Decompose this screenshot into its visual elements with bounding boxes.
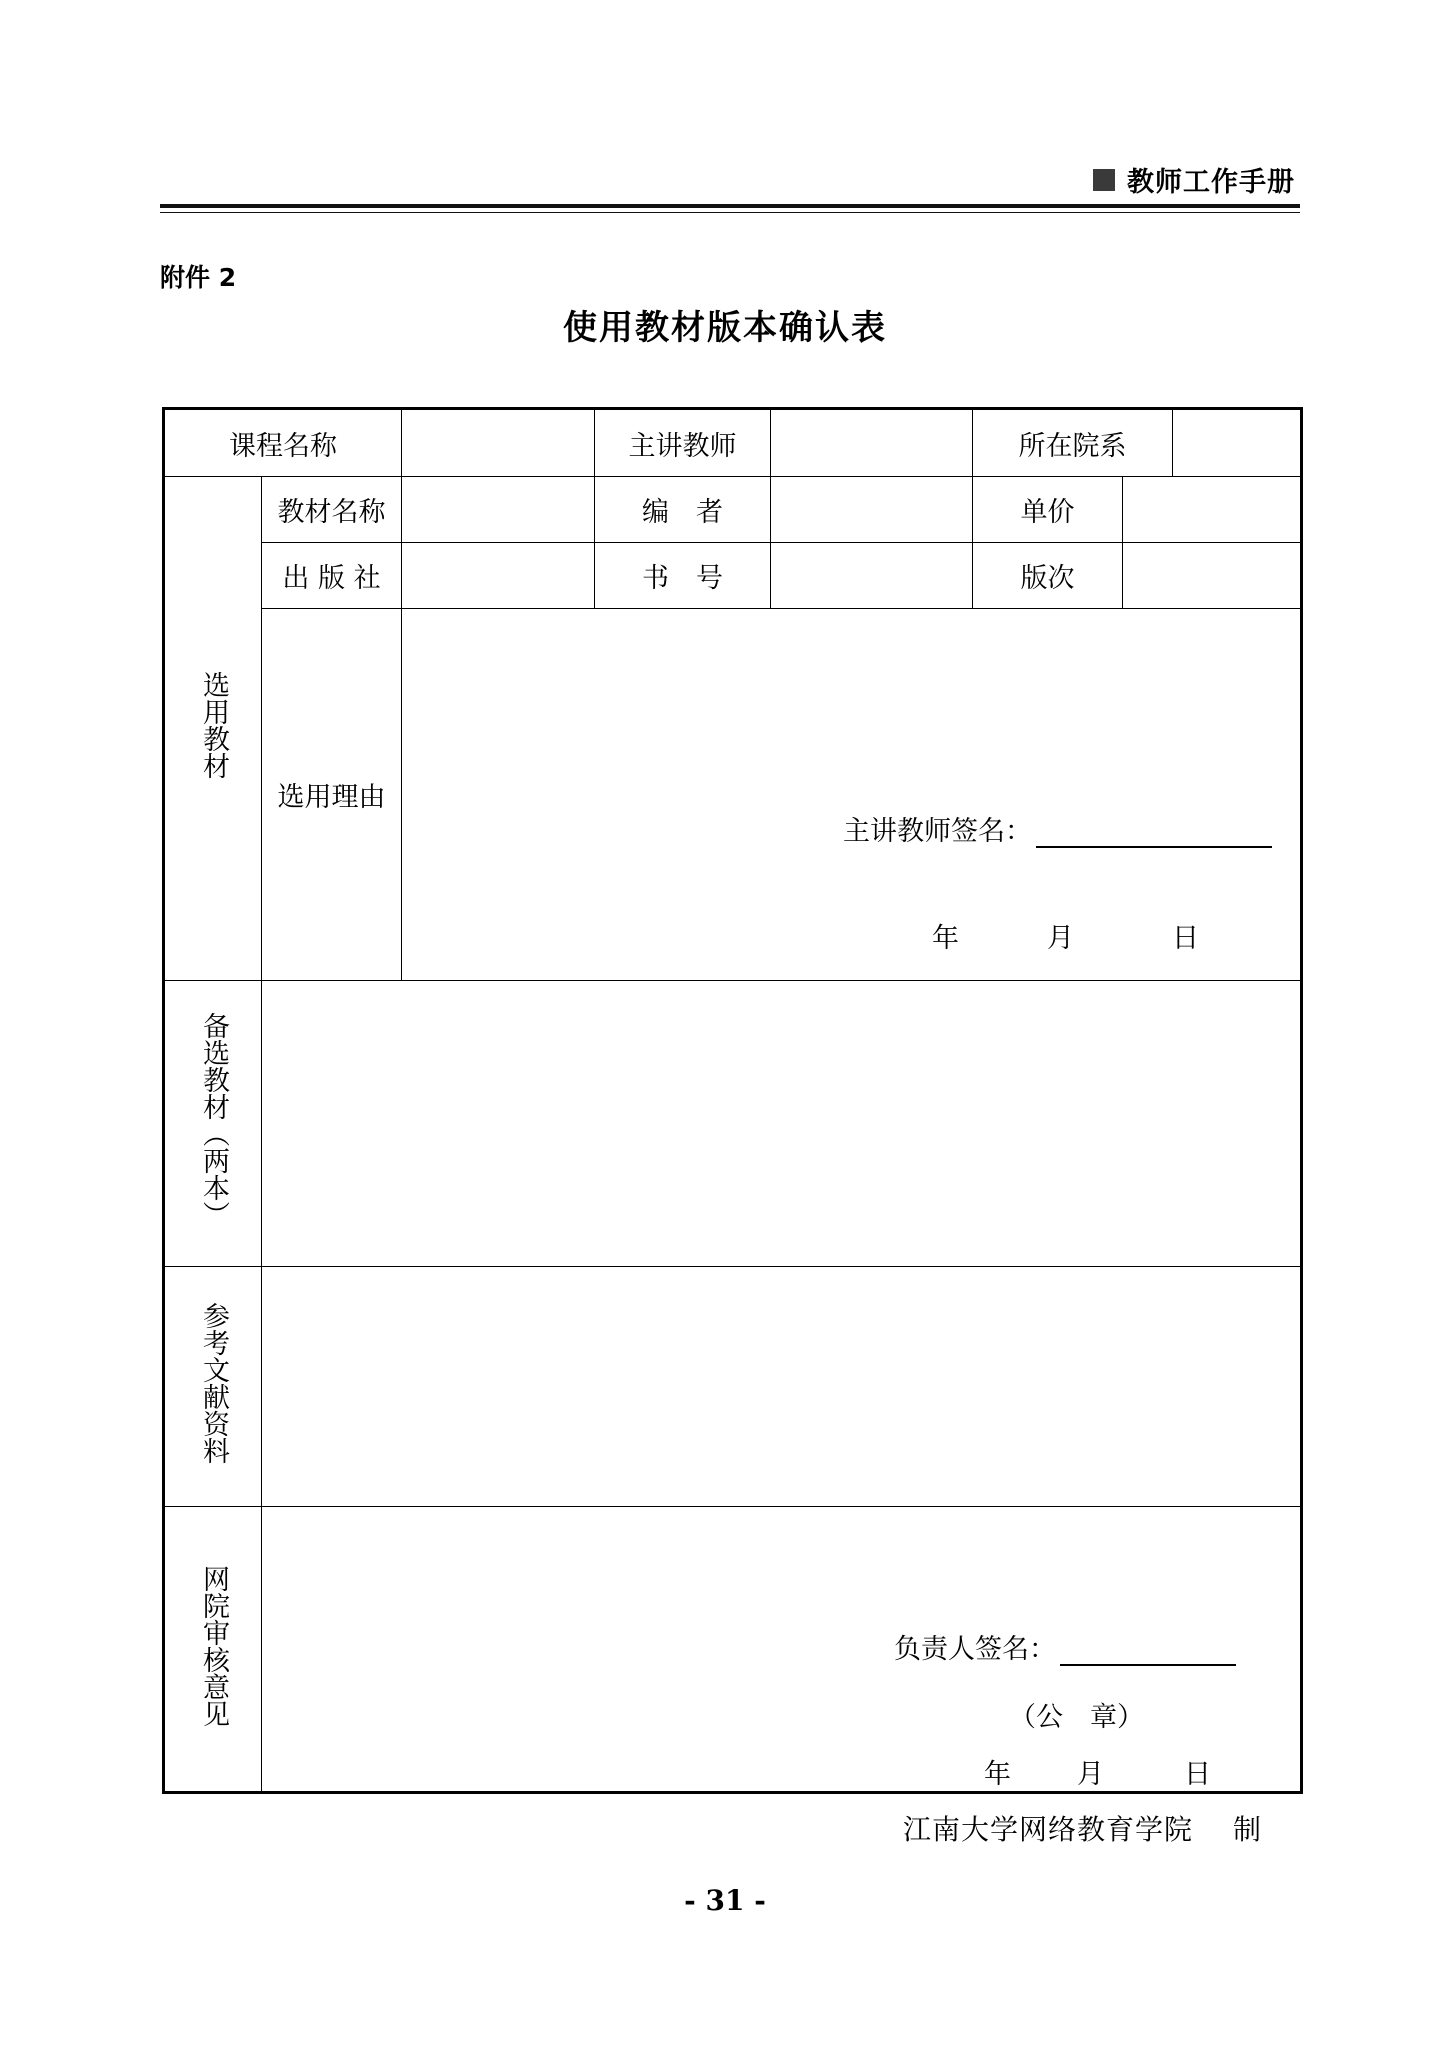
reason-row bbox=[164, 609, 1302, 981]
page-header bbox=[1093, 160, 1295, 199]
references-label: 参考文献资料 bbox=[164, 1267, 262, 1507]
page-number: - 31 - bbox=[684, 1884, 766, 1917]
reason-field[interactable] bbox=[402, 609, 1302, 981]
header-rule bbox=[160, 204, 1300, 208]
header-rule-thin bbox=[160, 212, 1300, 213]
edition-label: 版次 bbox=[973, 543, 1123, 609]
reason-date-month: 月 bbox=[1047, 923, 1074, 954]
textbook-name-label: 教材名称 bbox=[262, 477, 402, 543]
responsible-signature-line[interactable] bbox=[1060, 1638, 1236, 1666]
teacher-signature bbox=[843, 809, 1272, 848]
book-number-field[interactable] bbox=[771, 543, 973, 609]
unit-price-field[interactable] bbox=[1123, 477, 1302, 543]
review-opinion-field[interactable] bbox=[262, 1507, 1302, 1793]
publisher-row bbox=[164, 543, 1302, 609]
references-field[interactable] bbox=[262, 1267, 1302, 1507]
textbook-name-row bbox=[164, 477, 1302, 543]
reason-date-day: 日 bbox=[1172, 923, 1199, 954]
review-date-day: 日 bbox=[1184, 1759, 1211, 1790]
alternative-row bbox=[164, 981, 1302, 1267]
references-row bbox=[164, 1267, 1302, 1507]
review-date-month: 月 bbox=[1077, 1759, 1104, 1790]
course-name-label: 课程名称 bbox=[164, 409, 402, 477]
responsible-signature bbox=[894, 1627, 1236, 1666]
department-field[interactable] bbox=[1173, 409, 1302, 477]
author-label: 编 者 bbox=[595, 477, 771, 543]
header-title: 教师工作手册 bbox=[1127, 167, 1295, 198]
lead-teacher-label: 主讲教师 bbox=[595, 409, 771, 477]
course-name-field[interactable] bbox=[402, 409, 595, 477]
confirmation-form-table bbox=[162, 407, 1303, 1794]
reason-date-year: 年 bbox=[932, 923, 959, 954]
review-opinion-label: 网院审核意见 bbox=[164, 1507, 262, 1793]
issuer-suffix: 制 bbox=[1232, 1813, 1262, 1846]
attachment-label: 附件 2 bbox=[160, 263, 237, 292]
review-date-year: 年 bbox=[984, 1759, 1011, 1790]
square-bullet-icon bbox=[1093, 169, 1115, 191]
textbook-name-field[interactable] bbox=[402, 477, 595, 543]
alternative-textbooks-label: 备选教材（两本） bbox=[164, 981, 262, 1267]
department-label: 所在院系 bbox=[973, 409, 1173, 477]
book-number-label: 书 号 bbox=[595, 543, 771, 609]
publisher-label: 出 版 社 bbox=[262, 543, 402, 609]
alternative-textbooks-field[interactable] bbox=[262, 981, 1302, 1267]
responsible-signature-label: 负责人签名： bbox=[894, 1634, 1056, 1665]
course-info-row bbox=[164, 409, 1302, 477]
document-title: 使用教材版本确认表 bbox=[563, 308, 887, 348]
lead-teacher-field[interactable] bbox=[771, 409, 973, 477]
reason-label: 选用理由 bbox=[262, 609, 402, 981]
edition-field[interactable] bbox=[1123, 543, 1302, 609]
teacher-signature-line[interactable] bbox=[1036, 820, 1272, 848]
issuer-line bbox=[903, 1808, 1262, 1848]
unit-price-label: 单价 bbox=[973, 477, 1123, 543]
review-row bbox=[164, 1507, 1302, 1793]
selected-textbook-section-label: 选用教材 bbox=[164, 477, 262, 981]
issuer-organization: 江南大学网络教育学院 bbox=[902, 1813, 1193, 1846]
publisher-field[interactable] bbox=[402, 543, 595, 609]
teacher-signature-label: 主讲教师签名： bbox=[843, 816, 1032, 847]
official-seal-label: （公 章） bbox=[1009, 1702, 1144, 1733]
author-field[interactable] bbox=[771, 477, 973, 543]
